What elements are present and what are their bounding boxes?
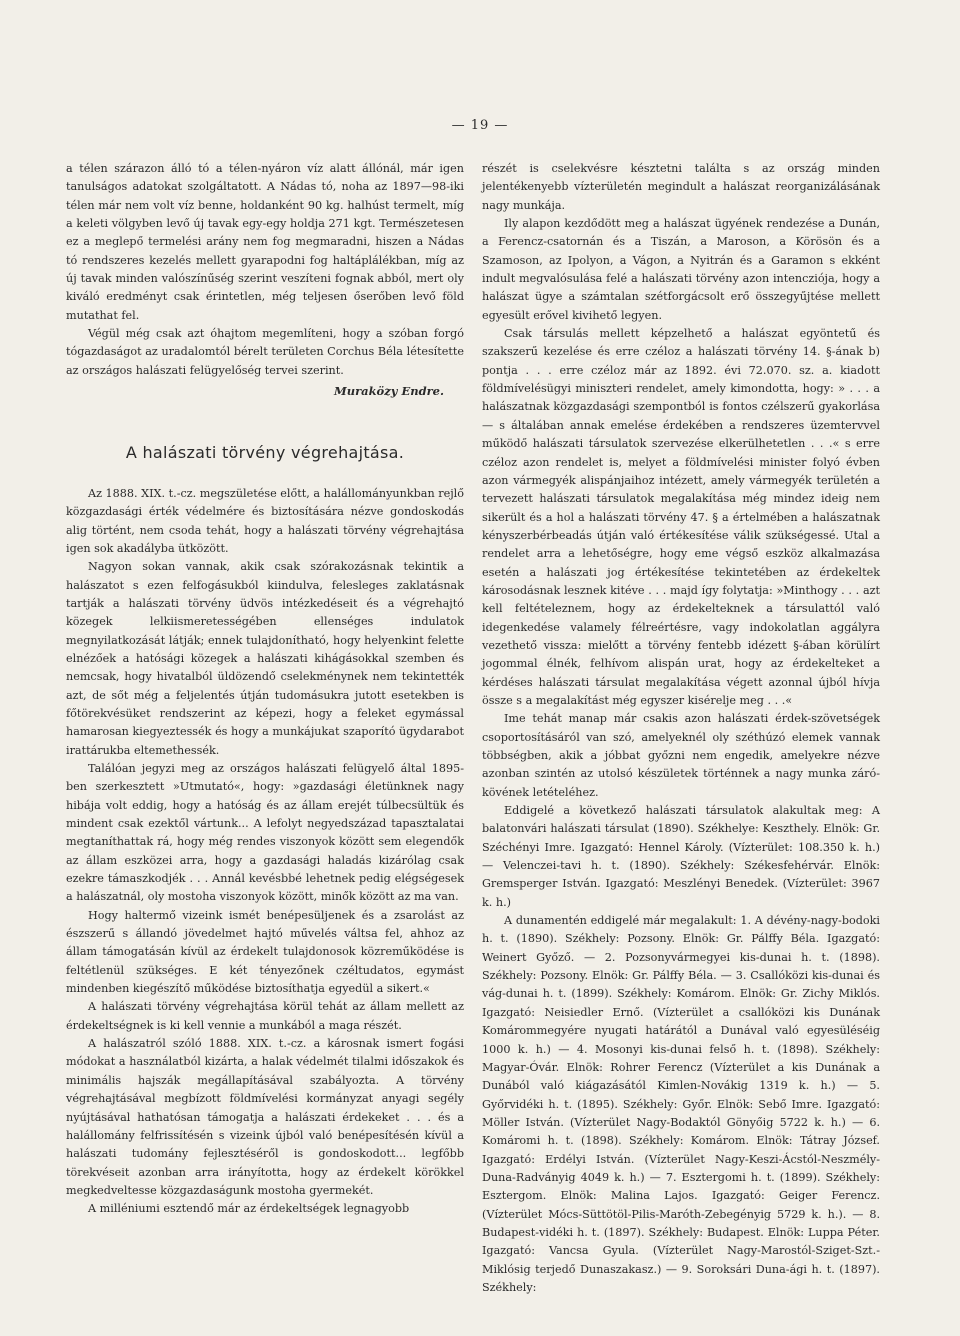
paragraph: Találóan jegyzi meg az országos halászati felügyelő által 1895-ben szerkesztett »Utmutató«, hogy: »gazdasági életünknek nagy hibája volt eddig, hogy a hatóság és az állam erejét túlbecsültük és mindent csak ezektől vártunk... A lefolyt negyedszázad tapasztalatai megtaníthattak rá, hogy még rendes viszonyok között sem elegendők az állam eszközei arra, hogy a gazdasági haladás kizárólag csak ezekre támaszkodjék . . . Annál kevésbbé lehetnek pedig elégségesek a halászatnál, oly mostoha viszonyok között, minők között az ma van. xyxy=(66,761,464,904)
paragraph: részét is cselekvésre késztetni találta s az ország minden jelentékenyebb vízterületén megindult a halászat reorganizálásának nagy munkája. xyxy=(482,162,880,212)
paragraph: Az 1888. XIX. t.-cz. megszületése előtt, a halállományunkban rejlő közgazdasági érték védelmére és biztosítására nézve gondoskodás alig történt, nem csoda tehát, hogy a halászati törvény végrehajtása igen sok akadályba ütközött. xyxy=(66,486,464,555)
paragraph: Eddigelé a következő halászati társulatok alakultak meg: A balatonvári halászati társulat (1890). Székhelye: Keszthely. Elnök: Gr. Széchényi Imre. Igazgató: Hennel Károly. (Vízterület: 108.350 k. h.) — Velenczei-tavi h. t. (1890). Székhely: Székesfehérvár. Elnök: Gremsperger István. Igazgató: Meszlényi Benedek. (Vízterület: 3967 k. h.) xyxy=(482,804,880,909)
author-signature: Muraközy Endre. xyxy=(333,384,444,399)
paragraph: a télen szárazon álló tó a télen-nyáron víz alatt állónál, már igen tanulságos adatokat szolgáltatott. A Nádas tó, noha az 1897—98-iki télen már nem volt víz benne, holdanként 90 kg. halhúst termelt, míg a keleti völgyben levő új tavak egy-egy holdja 271 kgt. Természetesen ez a meglepő termelési arány nem fog megmaradni, hiszen a Nádas tó rendszeres kezelés mellett gyarapodni fog haltáplálékban, míg az új tavak minden valószínűség szerint veszíteni fognak abból, mert oly kiváló eredményt csak érintetlen, még teljesen őserőben levő föld mutathat fel. xyxy=(66,162,464,322)
left-column xyxy=(66,160,464,1219)
paragraph: Nagyon sokan vannak, akik csak szórakozásnak tekintik a halászatot s ezen felfogásukból kiindulva, felesleges zaklatásnak tartják a halászati törvény üdvös intézkedéseit és a végrehajtó közegek lelkiismeretességében ellenséges indulatok megnyilatkozását látják; ennek tulajdonítható, hogy helyenkint felette elnézőek a hatósági közegek a halászati kihágásokkal szemben és nemcsak, hogy hivatalból üldözendő cselekménynek nem tekintették azt, de sőt még a feljelentés útján tudomásukra jutott esetekben is főtörekvésüket rendszerint az képezi, hogy a feleket egymással hamarosan kiegyeztessék és hogy a munkájukat szaporító ügydarabot irattárukba eltemethessék. xyxy=(66,560,464,757)
right-column xyxy=(482,160,880,1297)
paragraph: A halászatról szóló 1888. XIX. t.-cz. a károsnak ismert fogási módokat a használatból kizárta, a halak védelmét tilalmi időszakok és minimális hajszák megállapításával szabályozta. A törvény végrehajtásával megbízott földmívelési kormányzat anyagi segély nyújtásával hathatósan támogatja a halászati érdekeket . . . és a halállomány felfrissítésén s vizeink újból való benépesítésén kívül a halászati tudomány fejlesztéséről is gondoskodott... legfőbb törekvéseit azonban arra irányította, hogy az érdekelt körökkel megkedveltesse közgazdaságunk mostoha gyermekét. xyxy=(66,1037,464,1197)
paragraph: Végül még csak azt óhajtom megemlíteni, hogy a szóban forgó tógazdaságot az uradalomtól bérelt területen Corchus Béla létesítette az országos halászati felügyelőség tervei szerint. xyxy=(66,327,464,377)
paragraph: A dunamentén eddigelé már megalakult: 1. A dévény-nagy-bodoki h. t. (1890). Székhely: Pozsony. Elnök: Gr. Pálffy Béla. Igazgató: Weinert Győző. — 2. Pozsonyvármegyei kis-dunai h. t. (1898). Székhely: Pozsony. Elnök: Gr. Pálffy Béla. — 3. Csallóközi kis-dunai és vág-dunai h. t. (1899). Székhely: Komárom. Elnök: Gr. Zichy Miklós. Igazgató: Neisiedler Ernő. (Vízterület a csallóközi kis Dunának Komárommegyére nyugati határától a Dunával való egyesüléséig 1000 k. h.) — 4. Mosonyi kis-dunai felső h. t. (1898). Székhely: Magyar-Óvár. Elnök: Rohrer Ferencz (Vízterület a kis Dunának a Dunából való kiágazásától Kimlen-Novákig 1319 k. h.) — 5. Győrvidéki h. t. (1895). Székhely: Győr. Elnök: Sebő Imre. Igazgató: Möller István. (Vízterület Nagy-Bodaktól Gönyőig 5722 k. h.) — 6. Komáromi h. t. (1898). Székhely: Komárom. Elnök: Tátray József. Igazgató: Erdélyi István. (Vízterület Nagy-Keszi-Ácstól-Neszmély-Duna-Radványig 4049 k. h.) — 7. Esztergomi h. t. (1899). Székhely: Esztergom. Elnök: Malina Lajos. Igazgató: Geiger Ferencz. (Vízterület Mócs-Süttötöl-Pilis-Maróth-Zebegényig 5729 k. h.). — 8. Budapest-vidéki h. t. (1897). Székhely: Budapest. Elnök: Luppa Péter. Igazgató: Vancsa Gyula. (Vízterület Nagy-Marostól-Sziget-Szt.-Miklósig terjedő Dunaszakasz.) — 9. Soroksári Duna-ági h. t. (1897). Székhely: xyxy=(482,914,880,1294)
paragraph: A milléniumi esztendő már az érdekeltségek legnagyobb xyxy=(88,1202,410,1216)
paragraph: A halászati törvény végrehajtása körül tehát az állam mellett az érdekeltségnek is ki kell vennie a munkából a maga részét. xyxy=(66,1000,464,1032)
paragraph: Ily alapon kezdődött meg a halászat ügyének rendezése a Dunán, a Ferencz-csatornán és a Tiszán, a Maroson, a Körösön és a Szamoson, az Ipolyon, a Vágon, a Nyitrán és a Garamon s ekként indult megvalósulása felé a halászati törvény azon intencziója, hogy a halászat ügye a számtalan szétforgácsolt erő összegyűjtése mellett egyesült erővel kivihető legyen. xyxy=(482,217,880,322)
paragraph: Hogy haltermő vizeink ismét benépesüljenek és a zsarolást az észszerű s állandó jövedelmet hajtó művelés váltsa fel, ahhoz az állam támogatásán kívül az érdekelt tulajdonosok közreműködése is feltétlenül szükséges. E két tényezőnek czéltudatos, egymást mindenben kiegészítő működése biztosíthatja egyedül a sikert.« xyxy=(66,908,464,996)
paragraph: Ime tehát manap már csakis azon halászati érdek-szövetségek csoportosításáról van szó, amelyeknél oly széthúzó elemek vannak többségben, akik a jóbbat győzni nem engedik, amelyekre nézve azonban szintén az utolsó készületek történnek a nagy munka záró-kövének letételéhez. xyxy=(482,712,880,799)
page-number: — 19 — xyxy=(451,118,509,133)
section-heading: A halászati törvény végrehajtása. xyxy=(125,443,405,463)
paragraph: Csak társulás mellett képzelhető a halászat egyöntetű és szakszerű kezelése és erre czéloz a halászati törvény 14. §-ának b) pontja . . . erre czéloz már az 1892. évi 72.070. sz. a. kiadott földmívelésügyi miniszteri rendelet, amely kimondotta, hogy: » . . . a halászatnak közgazdasági szempontból is fontos czélszerű gyakorlása — s általában annak emelése érdekében a rendszeres üzemtervvel működő halászati társulatok szervezése elkerülhetetlen . . .« s erre czéloz azon rendelet is, melyet a földmívelési minister folyó évben azon vármegyék alispánjaihoz intézett, amely vármegyék területén a tervezett halászati társulatok megalakítása még mindez ideig nem sikerült és a hol a halászati törvény 47. § a értelmében a halászatnak kényszerbérbeadás útján való értékesítése válik szükségessé. Utal a rendelet arra a lehetőségre, hogy eme végső eszköz alkalmazása esetén a halászati jog értékesítése tekintetében az érdekeltek károsodásnak lesznek kitéve . . . majd így folytatja: »Minthogy . . . azt kell feltételeznem, hogy az érdekelteknek a társulattól való idegenkedése valamely félreértésre, vagy indokolatlan aggályra vezethető vissza: mielőtt a törvény fentebb idézett §-ában körülírt jogommal élnék, felhívom alispán urat, hogy az érdekelteket a kérdéses halászati társulat megalakítása végett azonnal újból hívja össze s a megalakítást még egyszer kisérelje meg . . .« xyxy=(482,327,880,707)
